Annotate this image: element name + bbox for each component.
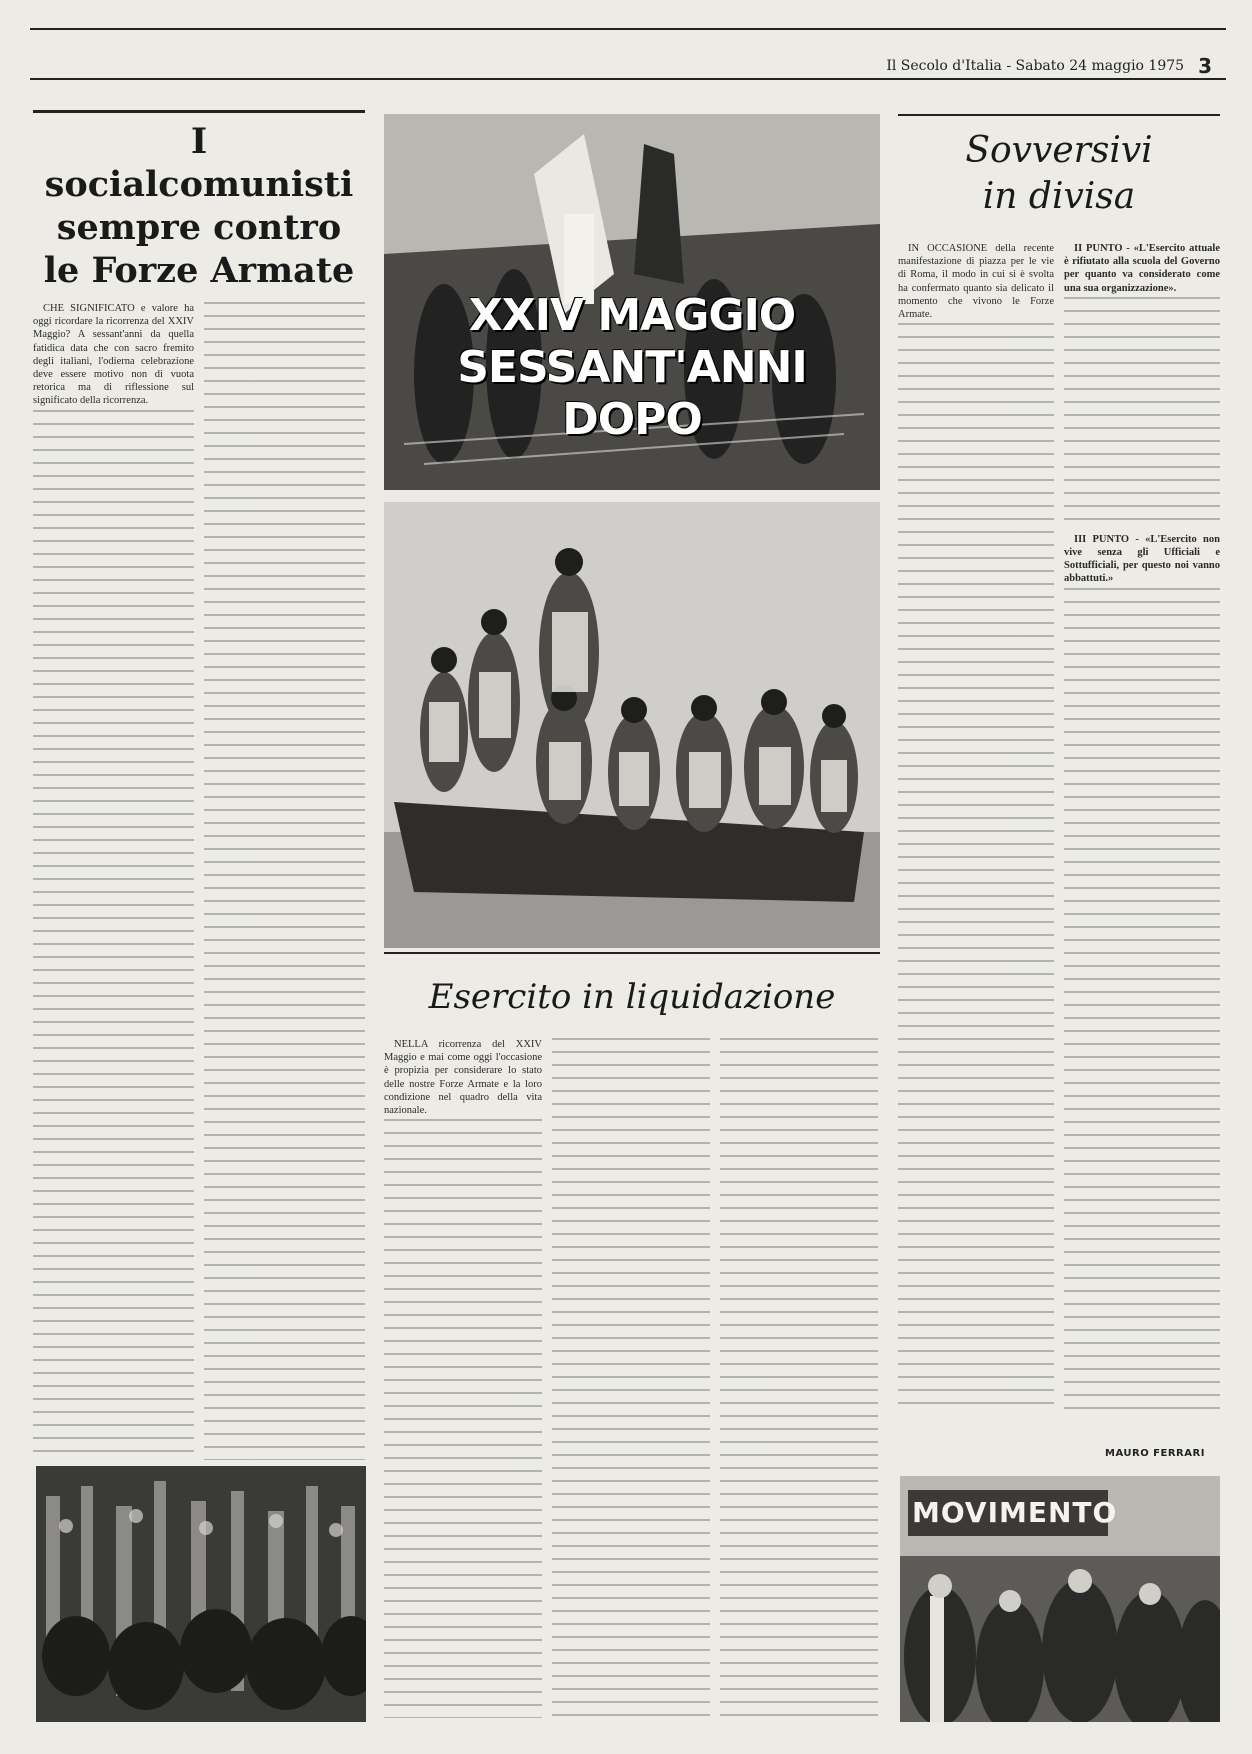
body-text-block (1064, 297, 1220, 527)
photo-cavalry-parade (36, 1466, 366, 1722)
body-text-block (33, 410, 194, 1460)
center-article-headline: Esercito in liquidazione (428, 977, 836, 1017)
masthead (886, 54, 1212, 78)
top-rule (30, 28, 1226, 30)
center-article-col-3 (720, 1038, 878, 1718)
body-text-block (898, 323, 1054, 1412)
center-article-top-rule (384, 952, 880, 954)
photo-title-line: SESSANT'ANNI DOPO (457, 342, 807, 445)
photo-title (384, 290, 880, 446)
left-article (33, 110, 365, 1460)
photo-title-line: XXIV MAGGIO (468, 290, 796, 341)
right-headline-line: in divisa (982, 176, 1136, 217)
left-headline-line: I socialcomunisti (44, 121, 354, 205)
right-article-headline (898, 128, 1220, 220)
right-article-col-1 (898, 242, 1054, 1412)
right-headline-line: Sovversivi (965, 130, 1153, 171)
right-article (898, 114, 1220, 1444)
body-text-block (204, 302, 365, 1460)
photo-alpine-troops-boat (384, 502, 880, 948)
page-number: 3 (1198, 54, 1212, 78)
header-rule (30, 78, 1226, 80)
center-article-lead: NELLA ricorrenza del XXIV Maggio e mai come oggi l'occasione è propizia per considerare lo stato delle nostre Forze Armate e la loro condizione nel quadro della vita nazionale. (384, 1039, 542, 1117)
center-article (384, 952, 880, 1722)
body-text-block (1064, 588, 1220, 1412)
right-article-top-rule (898, 114, 1220, 116)
body-text-block (384, 1119, 542, 1718)
photo-xxiv-maggio (384, 114, 880, 490)
left-headline-line: le Forze Armate (43, 250, 355, 291)
right-article-col-2 (1064, 242, 1220, 1412)
left-article-lead: CHE SIGNIFICATO e valore ha oggi ricordare la ricorrenza del XXIV Maggio? A sessant'anni da quella fatidica data che con sacro fremito degli italiani, l'odierna celebrazione deve essere motivo non di vuota retorica ma di riflessione sul significato della ricorrenza. (33, 303, 194, 407)
newspaper-date: Il Secolo d'Italia - Sabato 24 maggio 1975 (886, 58, 1185, 74)
left-article-top-rule (33, 110, 365, 113)
left-article-headline (33, 120, 365, 292)
byline: MAURO FERRARI (1105, 1448, 1205, 1459)
body-text-block (552, 1038, 710, 1718)
right-article-point-three: III PUNTO - «L'Esercito non vive senza gli Ufficiali e Sottufficiali, per questo noi vanno abbattuti.» (1064, 533, 1220, 585)
right-article-lead: IN OCCASIONE della recente manifestazione di piazza per le vie di Roma, il modo in cui si è svolta ha confermato quanto sia delicato il momento che vivono le Forze Armate. (898, 243, 1054, 321)
left-article-col-1 (33, 302, 194, 1460)
banner-text: MOVIMENTO (912, 1496, 1118, 1529)
center-article-col-1 (384, 1038, 542, 1718)
center-article-col-2 (552, 1038, 710, 1718)
right-article-point-two: II PUNTO - «L'Esercito attuale è rifiutato alla scuola del Governo per quanto va considerato come una sua organizzazione». (1064, 243, 1220, 294)
left-article-col-2 (204, 302, 365, 1460)
body-text-block (720, 1038, 878, 1718)
left-headline-line: sempre contro (56, 207, 342, 248)
photo-demonstration (900, 1476, 1220, 1722)
